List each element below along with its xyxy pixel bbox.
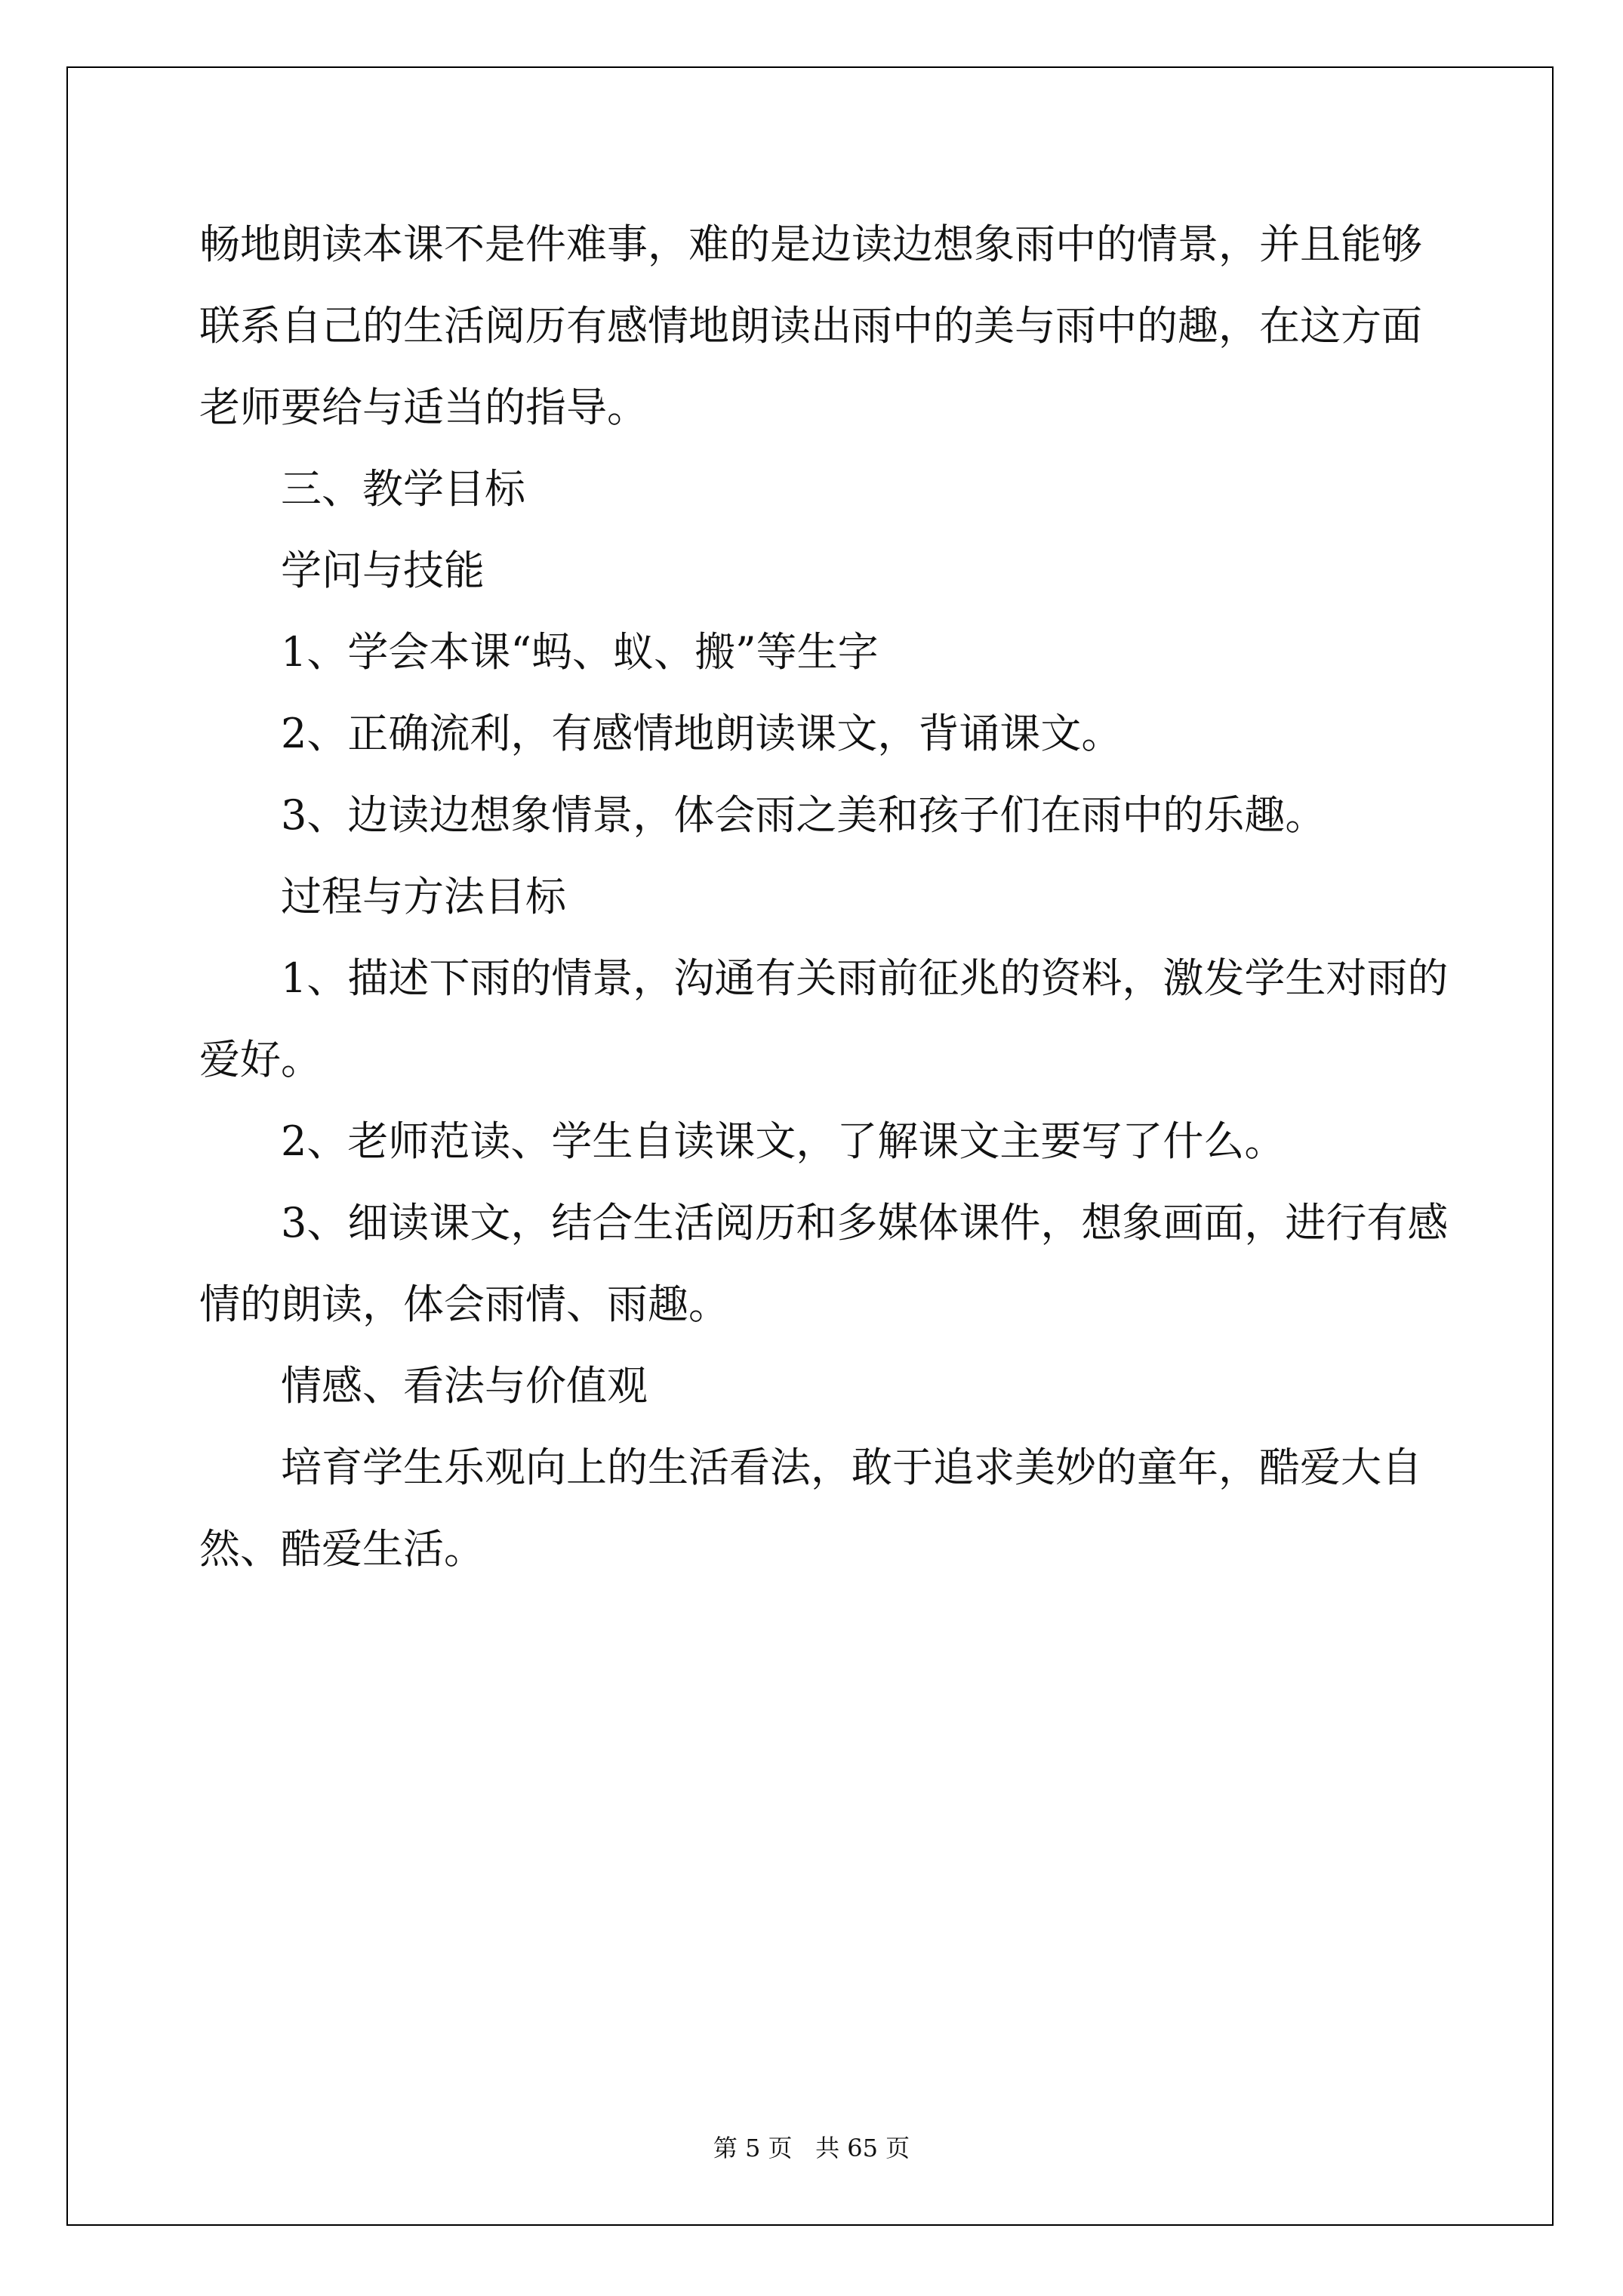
list-item-continuation: 情的朗读，体会雨情、雨趣。	[199, 1281, 729, 1328]
list-item: 3、细读课文，结合生活阅历和多媒体课件，想象画面，进行有感	[281, 1199, 1449, 1247]
list-item: 1、学会本课“蚂、蚁、搬”等生字	[281, 628, 879, 676]
text-line-1: 畅地朗读本课不是件难事，难的是边读边想象雨中的情景，并且能够	[199, 220, 1422, 268]
list-item-continuation: 爱好。	[199, 1036, 322, 1083]
subheading-process-method: 过程与方法目标	[281, 873, 566, 920]
subheading-emotion-values: 情感、看法与价值观	[281, 1362, 648, 1410]
paragraph: 培育学生乐观向上的生活看法，敢于追求美妙的童年，酷爱大自	[281, 1444, 1422, 1491]
paragraph-continuation: 然、酷爱生活。	[199, 1525, 485, 1573]
list-item: 2、老师范读、学生自读课文，了解课文主要写了什么。	[281, 1117, 1286, 1165]
list-item: 2、正确流利，有感情地朗读课文，背诵课文。	[281, 710, 1123, 757]
page-number-footer: 第 5 页 共 65 页	[713, 2134, 910, 2162]
text-line-2: 联系自己的生活阅历有感情地朗读出雨中的美与雨中的趣，在这方面	[199, 302, 1422, 350]
document-body	[199, 204, 1449, 1590]
text-line-3: 老师要给与适当的指导。	[199, 384, 648, 431]
section-heading-teaching-goals: 三、教学目标	[281, 465, 525, 513]
list-item: 1、描述下雨的情景，沟通有关雨前征兆的资料，激发学生对雨的	[281, 954, 1449, 1002]
subheading-knowledge-skills: 学问与技能	[281, 547, 485, 594]
list-item: 3、边读边想象情景，体会雨之美和孩子们在雨中的乐趣。	[281, 791, 1326, 839]
